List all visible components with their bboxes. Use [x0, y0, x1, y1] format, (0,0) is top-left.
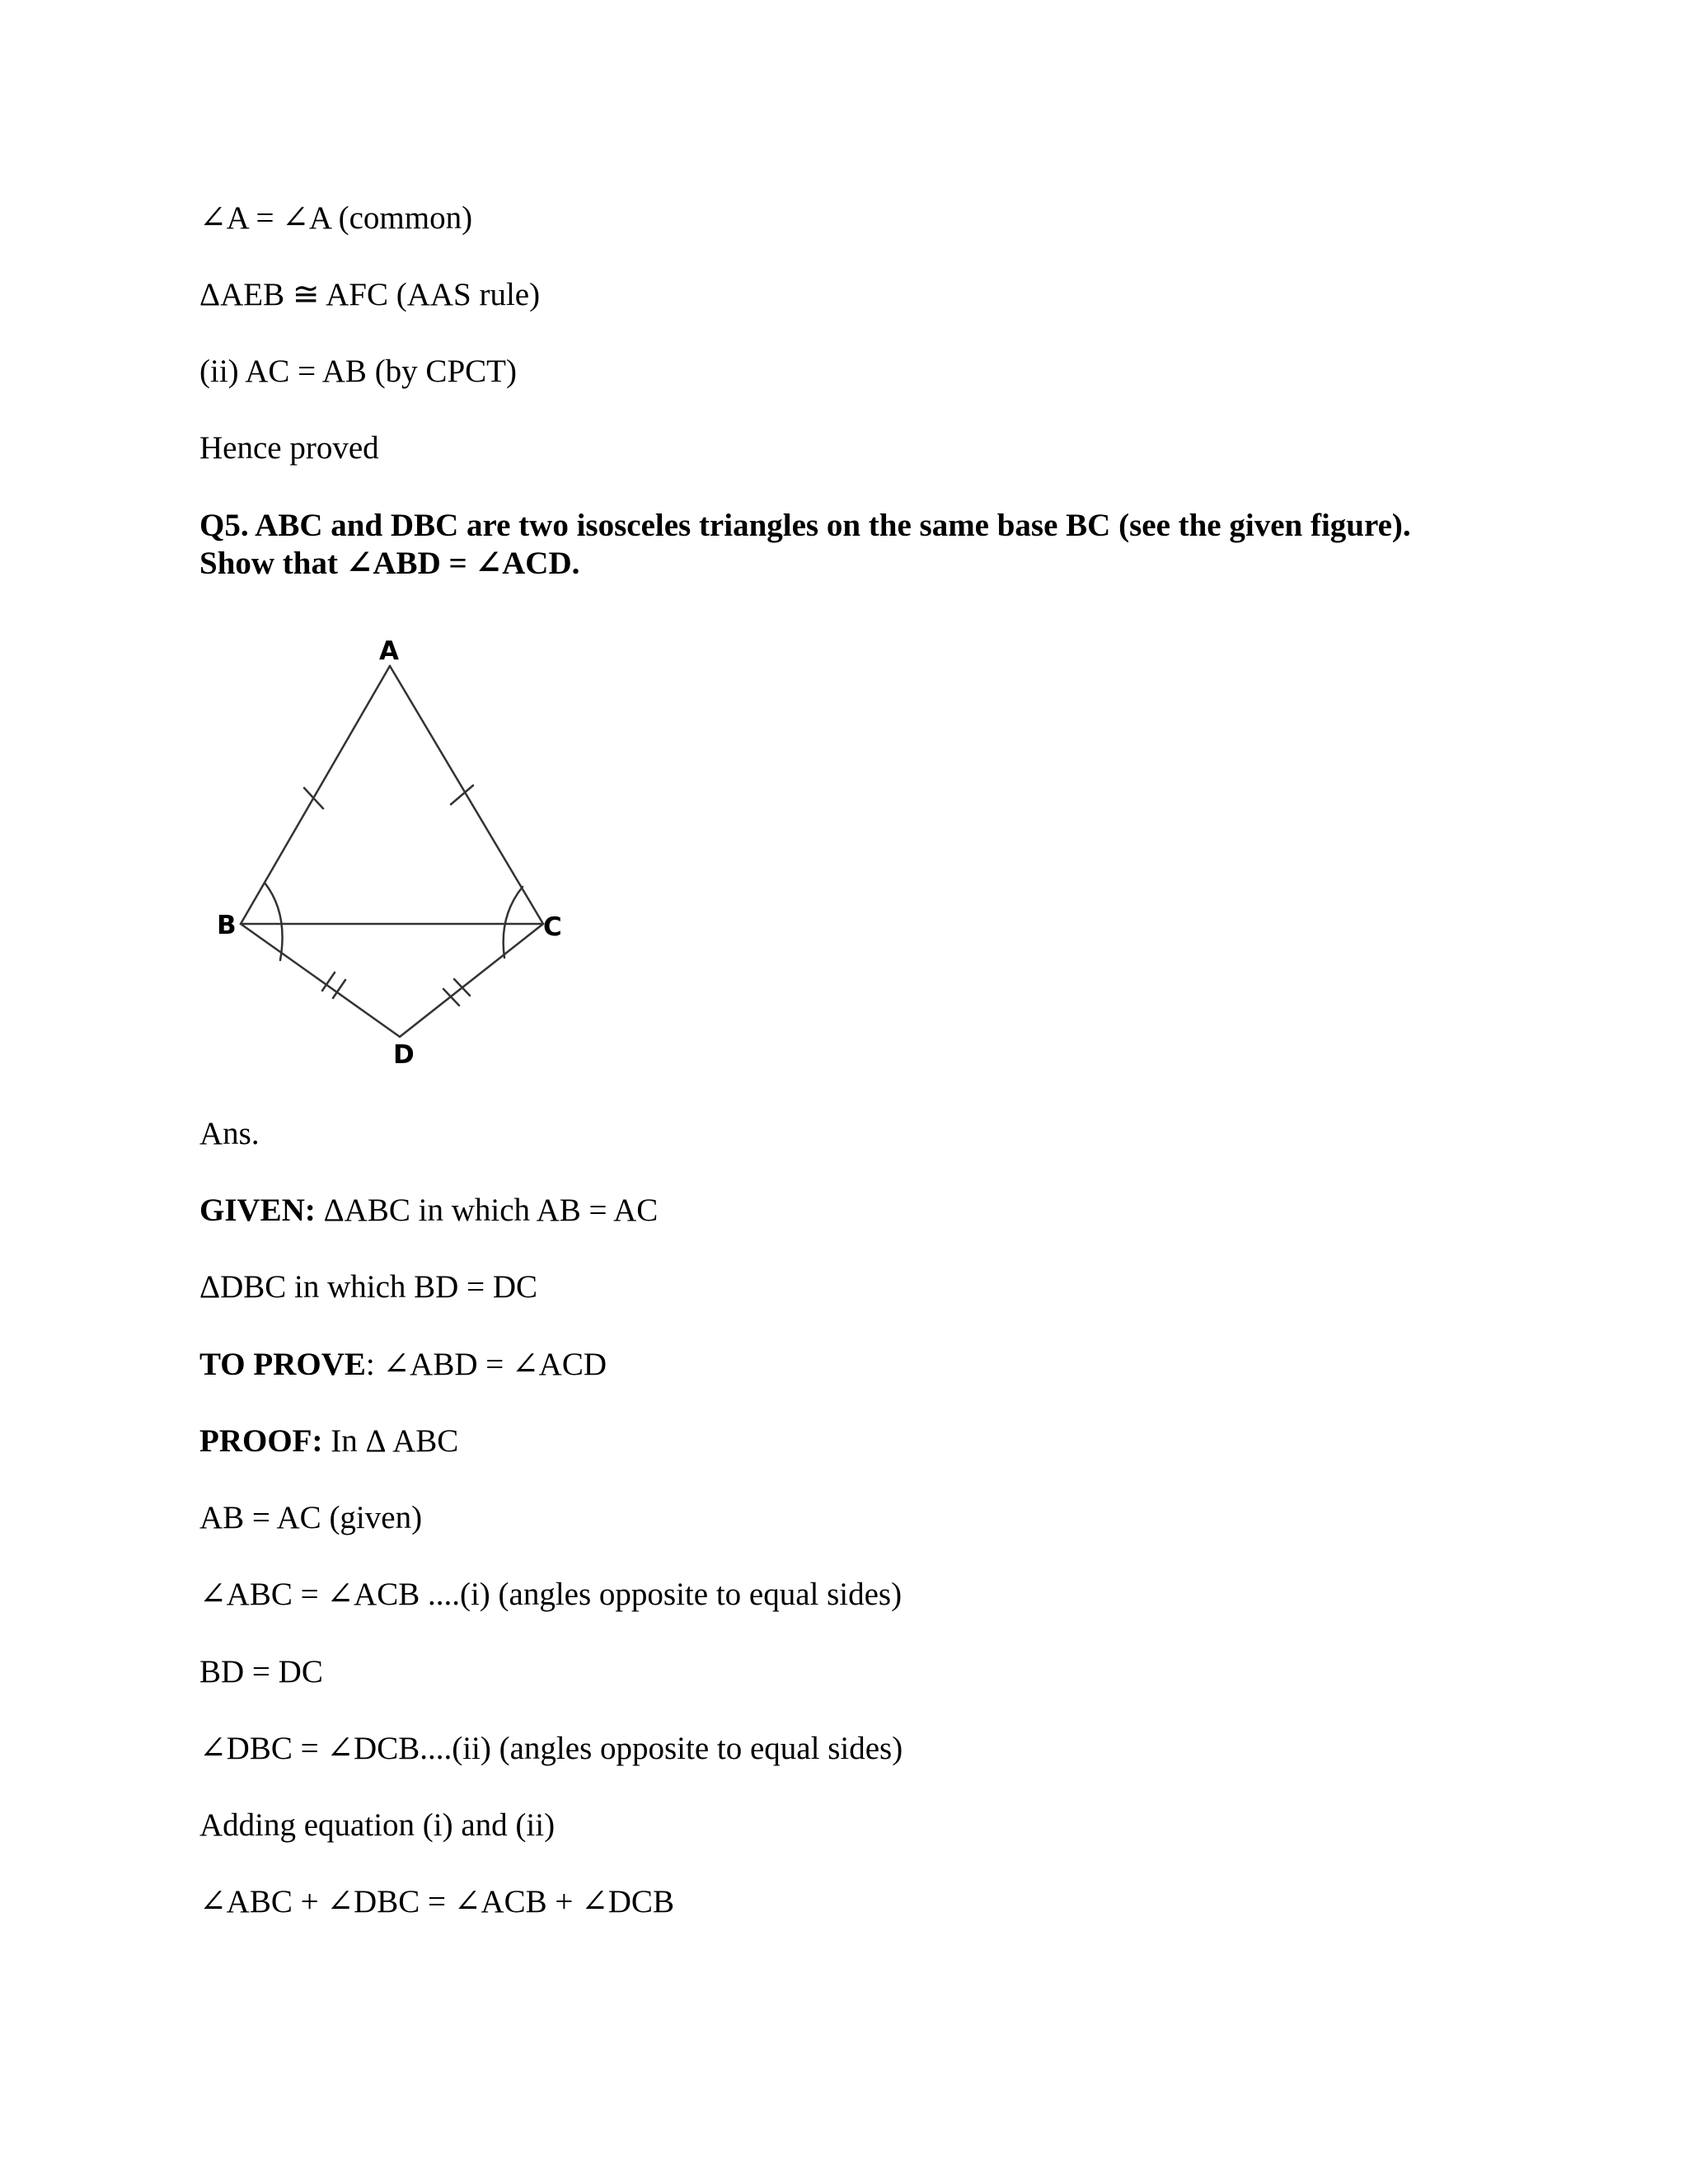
vertex-label-a: A	[379, 636, 399, 666]
question-line-1: Q5. ABC and DBC are two isosceles triangles on the same base BC (see the given figure).	[199, 508, 1411, 543]
segment-ac	[390, 666, 543, 924]
proof-text: In Δ ABC	[322, 1423, 459, 1459]
text-line-hence-proved: Hence proved	[199, 430, 379, 466]
double-tick-bd-2	[333, 980, 345, 998]
to-prove-label: TO PROVE	[199, 1347, 366, 1382]
proof-step-4: ∠DBC = ∠DCB....(ii) (angles opposite to equal sides)	[199, 1731, 903, 1766]
given-label: GIVEN:	[199, 1193, 316, 1228]
proof-step-5: Adding equation (i) and (ii)	[199, 1807, 556, 1843]
given-text: ΔABC in which AB = AC	[315, 1193, 659, 1228]
segment-ab	[241, 666, 390, 924]
proof-step-1: AB = AC (given)	[199, 1500, 423, 1535]
text-line-common-angle: ∠A = ∠A (common)	[199, 200, 473, 236]
double-tick-bd-1	[322, 972, 335, 991]
text-line-congruence: ΔAEB ≅ AFC (AAS rule)	[199, 277, 541, 312]
segment-bd	[241, 924, 400, 1037]
question-line-2: Show that ∠ABD = ∠ACD.	[199, 546, 580, 581]
to-prove-line	[199, 1346, 607, 1384]
vertex-label-c: C	[543, 912, 562, 942]
text-line-cpct: (ii) AC = AB (by CPCT)	[199, 354, 517, 389]
proof-label: PROOF:	[199, 1423, 323, 1459]
tick-mark-ab	[304, 788, 323, 808]
answer-label: Ans.	[199, 1116, 260, 1151]
given-line-2: ΔDBC in which BD = DC	[199, 1269, 538, 1305]
angle-arc-b	[265, 883, 283, 960]
vertex-label-d: D	[393, 1040, 415, 1070]
proof-step-3: BD = DC	[199, 1654, 323, 1690]
proof-step-6: ∠ABC + ∠DBC = ∠ACB + ∠DCB	[199, 1884, 674, 1919]
proof-line	[199, 1422, 458, 1460]
given-line	[199, 1192, 658, 1230]
vertex-label-b: B	[217, 911, 237, 940]
segment-cd	[400, 924, 543, 1037]
to-prove-text: : ∠ABD = ∠ACD	[365, 1347, 607, 1382]
proof-step-2: ∠ABC = ∠ACB ....(i) (angles opposite to equal sides)	[199, 1577, 903, 1612]
